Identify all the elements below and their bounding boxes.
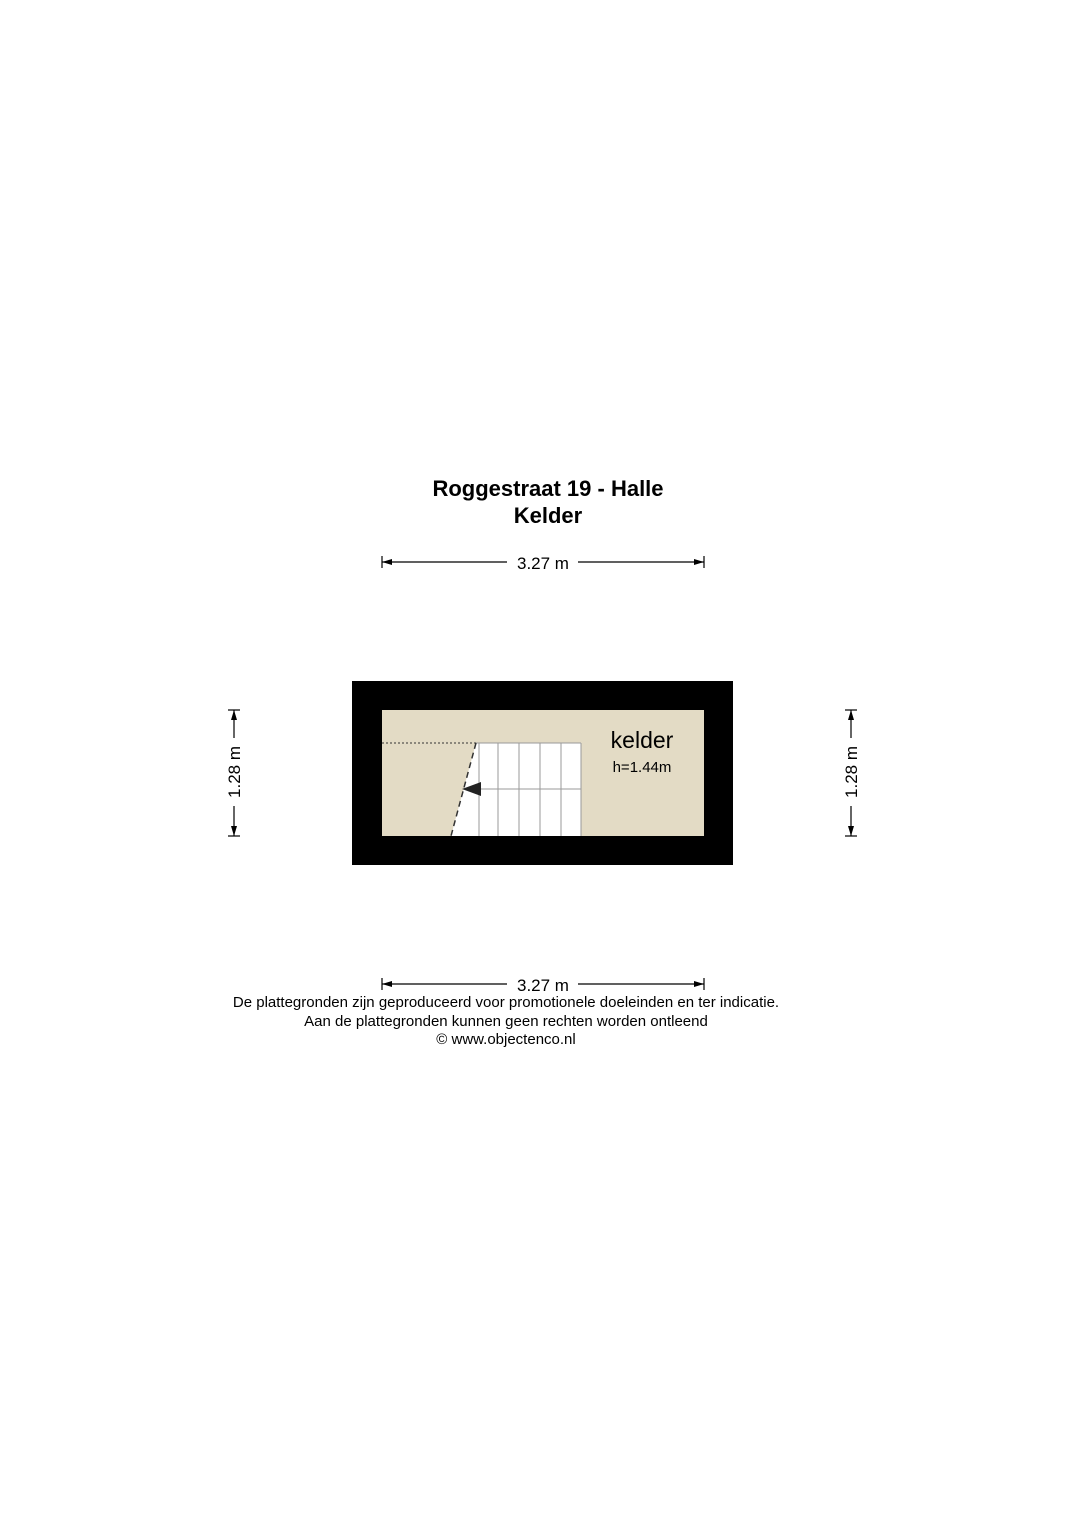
page-title: Roggestraat 19 - Halle <box>432 476 664 501</box>
dimension-top <box>382 554 704 573</box>
disclaimer-line-1: De plattegronden zijn geproduceerd voor promotionele doeleinden en ter indicatie. <box>232 994 780 1011</box>
disclaimer-line-2: Aan de plattegronden kunnen geen rechten worden ontleend <box>304 1013 708 1030</box>
dimension-arrow-icon <box>231 826 237 836</box>
dimension-arrow-icon <box>382 559 392 565</box>
dimension-arrow-icon <box>848 710 854 720</box>
dimension-bottom <box>382 976 704 995</box>
floor-title: Kelder <box>513 503 583 528</box>
dimension-top-label: 3.27 m <box>517 554 569 573</box>
dimension-right <box>842 710 861 836</box>
room-height: h=1.44m <box>612 759 672 776</box>
copyright-line: © www.objectenco.nl <box>436 1031 576 1048</box>
dimension-arrow-icon <box>848 826 854 836</box>
room-name: kelder <box>610 727 674 753</box>
dimension-arrow-icon <box>694 559 704 565</box>
dimension-right-label: 1.28 m <box>842 746 861 798</box>
dimension-arrow-icon <box>231 710 237 720</box>
dimension-left-label: 1.28 m <box>225 746 244 798</box>
dimension-arrow-icon <box>382 981 392 987</box>
dimension-left <box>225 710 244 836</box>
dimension-arrow-icon <box>694 981 704 987</box>
dimension-bottom-label: 3.27 m <box>517 976 569 995</box>
